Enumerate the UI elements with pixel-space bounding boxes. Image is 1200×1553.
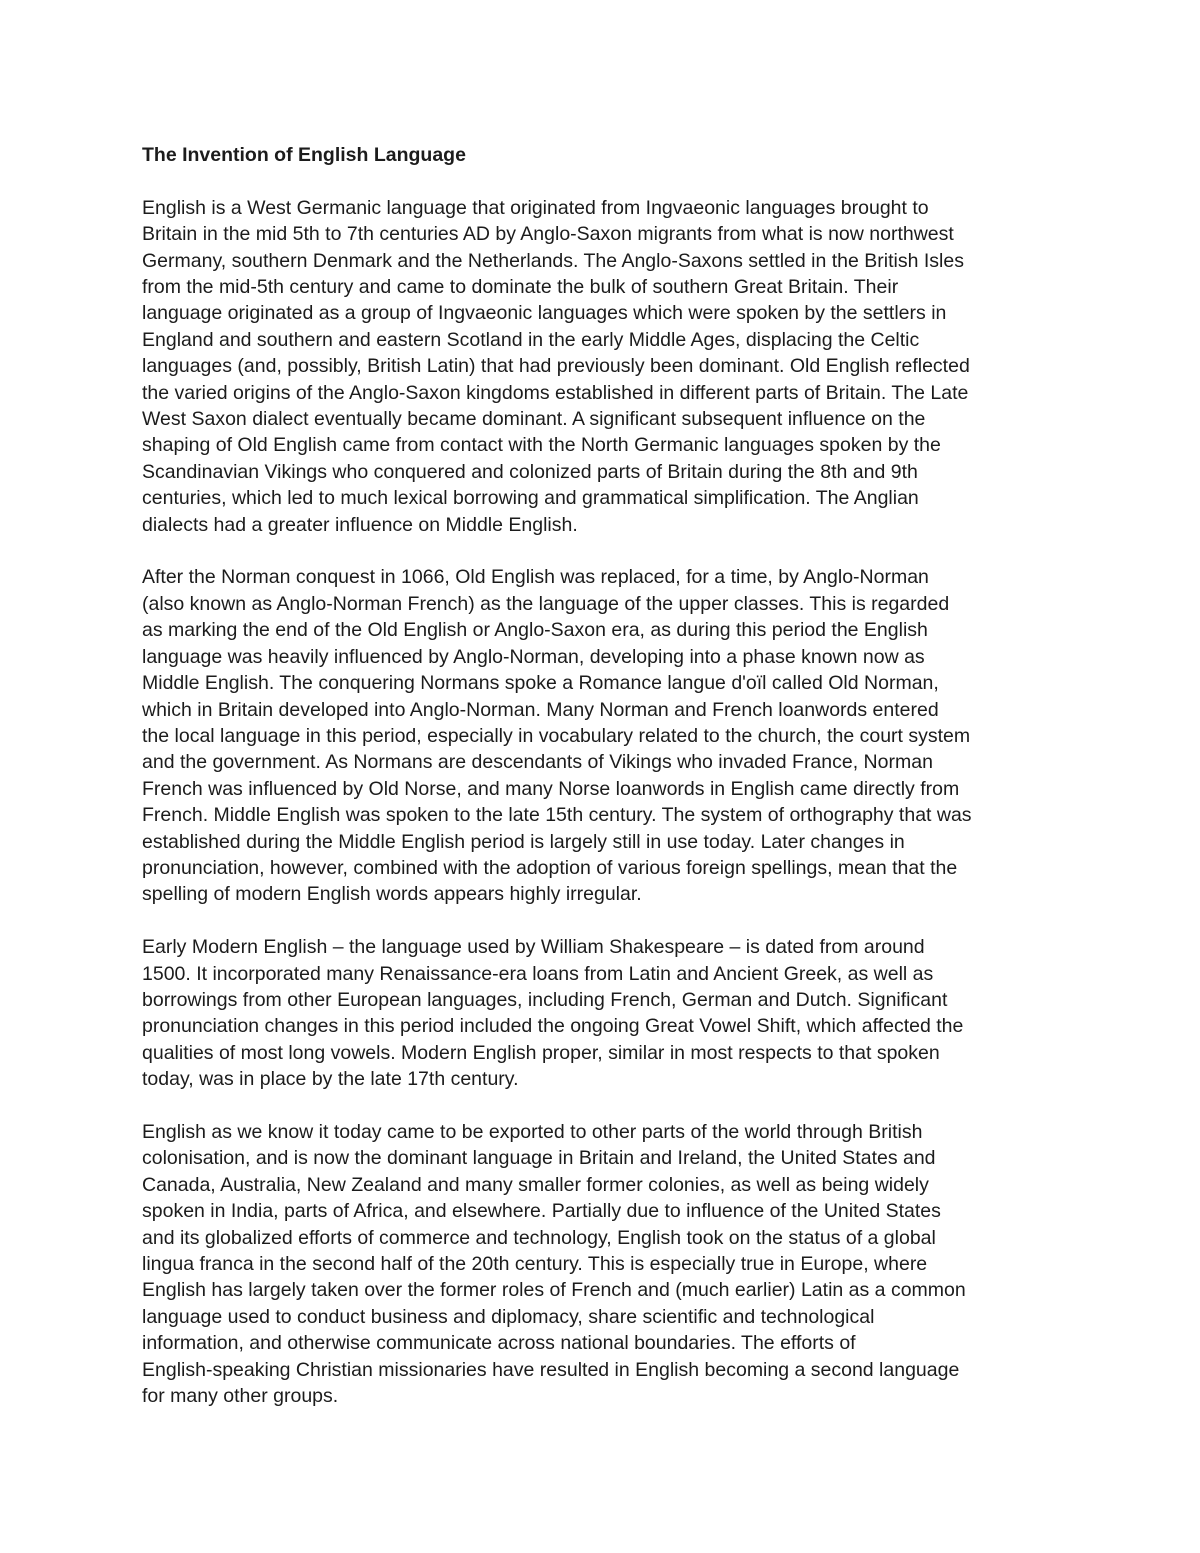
document-title: The Invention of English Language [142, 144, 466, 166]
text-line: the varied origins of the Anglo-Saxon kingdoms established in different parts of Britain. The Late [142, 381, 969, 404]
paragraph [142, 564, 1060, 907]
text-line: shaping of Old English came from contact with the North Germanic languages spoken by the [142, 434, 941, 457]
text-line: information, and otherwise communicate across national boundaries. The efforts of [142, 1332, 856, 1355]
text-line: spelling of modern English words appears highly irregular. [142, 883, 642, 906]
text-line: the local language in this period, especially in vocabulary related to the church, the court system [142, 724, 971, 747]
text-line: and the government. As Normans are descendants of Vikings who invaded France, Norman [142, 751, 933, 774]
document-body [142, 195, 1060, 1410]
text-line: Middle English. The conquering Normans spoke a Romance langue d'oïl called Old Norman, [142, 672, 939, 695]
text-line: language was heavily influenced by Anglo-Norman, developing into a phase known now as [142, 645, 925, 668]
text-line: and its globalized efforts of commerce and technology, English took on the status of a global [142, 1226, 936, 1249]
text-line: language originated as a group of Ingvaeonic languages which were spoken by the settlers in [142, 302, 947, 325]
text-line: 1500. It incorporated many Renaissance-era loans from Latin and Ancient Greek, as well as [142, 962, 934, 985]
text-line: West Saxon dialect eventually became dominant. A significant subsequent influence on the [142, 408, 926, 431]
text-line: Early Modern English – the language used by William Shakespeare – is dated from around [142, 936, 925, 959]
text-line: from the mid-5th century and came to dominate the bulk of southern Great Britain. Their [142, 276, 899, 299]
text-line: for many other groups. [142, 1385, 339, 1408]
text-line: centuries, which led to much lexical borrowing and grammatical simplification. The Anglian [142, 487, 919, 510]
text-line: languages (and, possibly, British Latin) that had previously been dominant. Old English reflected [142, 355, 970, 378]
text-line: pronunciation, however, combined with the adoption of various foreign spellings, mean that the [142, 856, 958, 879]
text-line: England and southern and eastern Scotland in the early Middle Ages, displacing the Celtic [142, 328, 920, 351]
text-line: pronunciation changes in this period included the ongoing Great Vowel Shift, which affected the [142, 1015, 964, 1038]
text-line: colonisation, and is now the dominant language in Britain and Ireland, the United States and [142, 1147, 936, 1170]
paragraph [142, 934, 1060, 1092]
text-line: After the Norman conquest in 1066, Old English was replaced, for a time, by Anglo-Norman [142, 566, 929, 589]
paragraph [142, 195, 1060, 538]
text-line: English-speaking Christian missionaries have resulted in English becoming a second language [142, 1358, 960, 1381]
text-line: established during the Middle English period is largely still in use today. Later changes in [142, 830, 905, 853]
text-line: lingua franca in the second half of the 20th century. This is especially true in Europe, where [142, 1253, 928, 1275]
text-line: today, was in place by the late 17th century. [142, 1068, 519, 1091]
paragraph [142, 1119, 1060, 1409]
text-line: Germany, southern Denmark and the Netherlands. The Anglo-Saxons settled in the British Isles [142, 249, 964, 272]
text-line: Britain in the mid 5th to 7th centuries AD by Anglo-Saxon migrants from what is now northwest [142, 223, 954, 246]
text-line: dialects had a greater influence on Middle English. [142, 513, 578, 536]
text-line: Canada, Australia, New Zealand and many smaller former colonies, as well as being widely [142, 1173, 929, 1196]
text-line: English is a West Germanic language that originated from Ingvaeonic languages brought to [142, 196, 929, 219]
text-line: qualities of most long vowels. Modern English proper, similar in most respects to that spoken [142, 1041, 940, 1064]
text-line: Scandinavian Vikings who conquered and colonized parts of Britain during the 8th and 9th [142, 460, 918, 483]
text-line: English as we know it today came to be exported to other parts of the world through British [142, 1120, 923, 1143]
text-line: as marking the end of the Old English or Anglo-Saxon era, as during this period the English [142, 619, 928, 642]
text-line: language used to conduct business and diplomacy, share scientific and technological [142, 1305, 875, 1328]
text-line: spoken in India, parts of Africa, and elsewhere. Partially due to influence of the United States [142, 1200, 941, 1223]
text-line: which in Britain developed into Anglo-Norman. Many Norman and French loanwords entered [142, 698, 939, 721]
text-line: borrowings from other European languages, including French, German and Dutch. Significant [142, 988, 948, 1011]
text-line: French. Middle English was spoken to the late 15th century. The system of orthography that was [142, 804, 972, 827]
text-line: (also known as Anglo-Norman French) as the language of the upper classes. This is regarded [142, 592, 950, 615]
text-line: French was influenced by Old Norse, and many Norse loanwords in English came directly from [142, 777, 960, 800]
text-line: English has largely taken over the former roles of French and (much earlier) Latin as a common [142, 1279, 966, 1302]
document-page [142, 142, 1060, 1436]
